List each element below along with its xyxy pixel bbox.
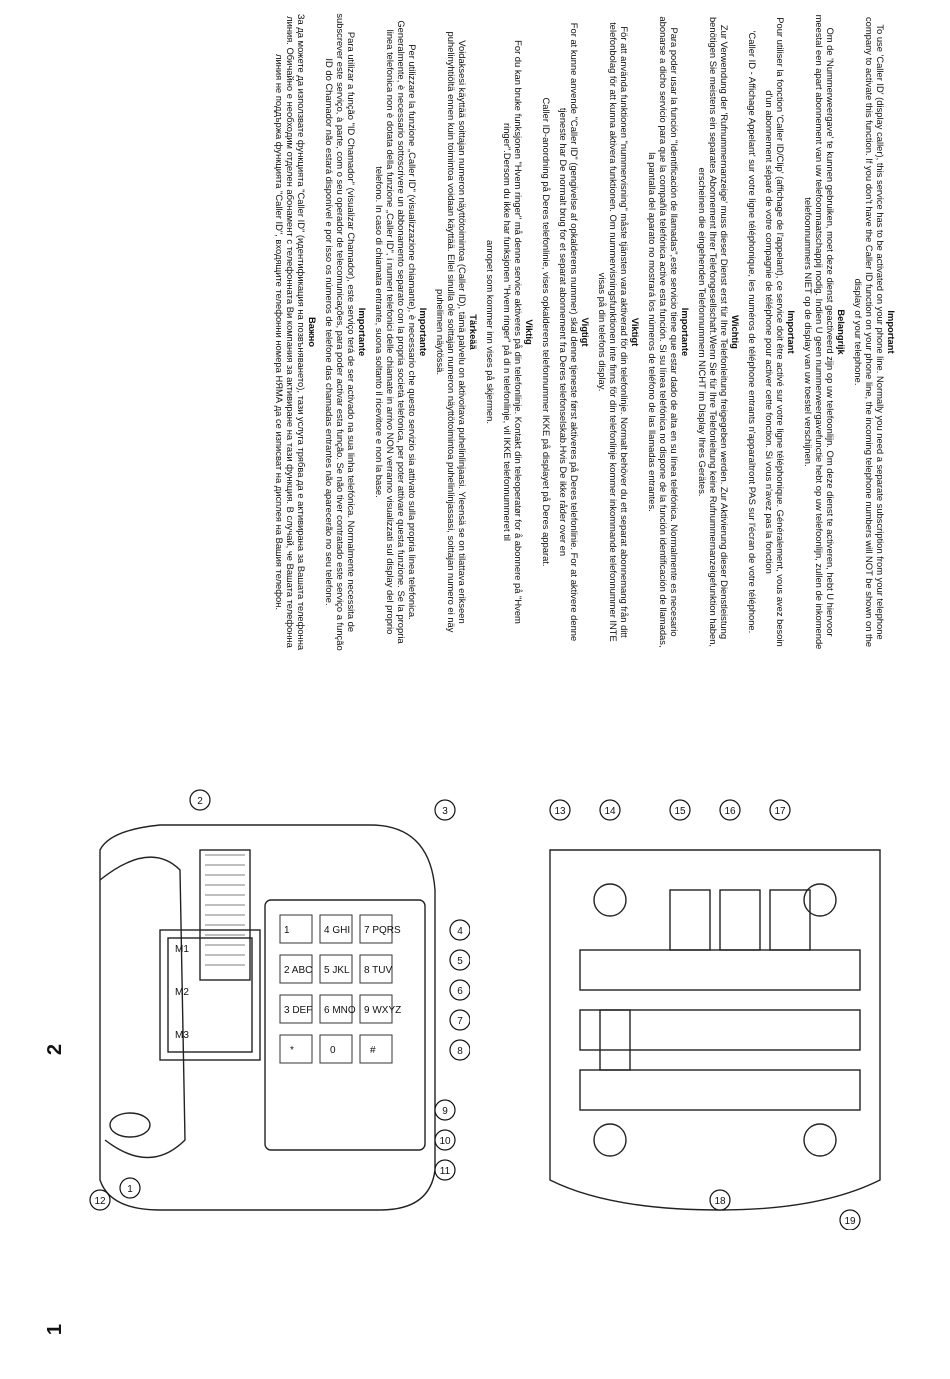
heading-nl: Belangrijk — [836, 309, 847, 355]
heading-sv: Viktigt — [630, 317, 641, 347]
heading-bg: Важно — [307, 316, 318, 348]
heading-de: Wichtig — [730, 315, 741, 349]
key-star: * — [290, 1045, 294, 1056]
callout-10: 10 — [439, 1136, 451, 1147]
callout-9: 9 — [442, 1106, 448, 1117]
callout-4: 4 — [457, 926, 463, 937]
text-no-2: anropet som kommer inn vises på skjermen. — [485, 240, 496, 424]
key-hash: # — [370, 1045, 376, 1056]
heading-pt: Importante — [357, 307, 368, 357]
caller-id-notice — [57, 12, 897, 652]
key-4: 4 GHI — [324, 925, 351, 936]
key-8: 8 TUV — [364, 965, 393, 976]
callout-8: 8 — [457, 1046, 463, 1057]
key-0: 0 — [330, 1045, 336, 1056]
callout-3: 3 — [442, 806, 448, 817]
text-da-2: Caller ID-anordning på Deres telefonlinie, vises opkalderens telefonnummer IKKE på displayet på Deres apparat. — [541, 97, 552, 567]
figure-number-1: 1 — [44, 1323, 67, 1336]
callout-6: 6 — [457, 986, 463, 997]
keypad-keys — [280, 915, 392, 1063]
text-fi: Voidaksesi käyttää soittajan numeron näyttötoimintoa (Caller ID), tämä palvelu on aktivoitava puhelinlinjaasi. Yleensä se on tilattava erikseen puhelinyhtiöltä ennen kuin toimintoa voidaan käyttää. Ellei sinulla ole soittajan numeron näyttötoimintoa puhelinlinjassasi, soittajan numero ei näy puhelimen näytössä. — [435, 31, 468, 633]
callout-15: 15 — [674, 806, 686, 817]
callout-19: 19 — [844, 1216, 856, 1227]
callout-1: 1 — [127, 1184, 133, 1195]
heading-fr: Important — [786, 310, 797, 354]
text-bg: За да можете да използвате функцията "Caller ID" (идентификация на позвъняването), тази услуга трябва да е активирана за Вашата телефонна линия. Обичайно е необходим отделен абонамент с телефонната Ви компания за активиране на тази функция. В случай, че Вашата телефонна линия не поддържа функцията "Caller ID", входящите телефонни номера НЯМА да се изписват на дисплея на Вашия телефон. — [274, 13, 307, 651]
text-es: Para poder usar la función "Identificación de llamadas",este servicio tiene que estar dado de alta en su línea telefónica. Normalmente es necesario abonarse a dicho servicio para que la compañía telefónica active esta función. Si su línea telefónica no dispone de la función identificación de llamadas, la pantalla del aparato no mostrará los números de teléfono de las llamadas entrantes. — [647, 16, 680, 648]
figure-number-2: 2 — [44, 1043, 67, 1056]
callout-2: 2 — [197, 796, 203, 807]
callout-5: 5 — [457, 956, 463, 967]
callout-18: 18 — [714, 1196, 726, 1207]
callout-11: 11 — [439, 1166, 451, 1177]
memory-m2: M2 — [175, 987, 189, 998]
text-fr-1: Pour utiliser la fonction 'Caller ID/Clip' (affichage de l'appelant), ce service doit être activé sur votre ligne téléphonique. Généralement, vous avez besoin d'un abonnement séparé de votre compagnie de téléphone pour activer cette fonction. Si vous n'avez pas la fonction — [764, 17, 786, 647]
heading-en: Important — [886, 310, 897, 354]
key-5: 5 JKL — [324, 965, 350, 976]
phone-bottom-view-diagram — [520, 780, 910, 1230]
callout-14: 14 — [604, 806, 616, 817]
callout-12: 12 — [94, 1196, 106, 1207]
callout-7: 7 — [457, 1016, 463, 1027]
text-pt: Para utilizar a função "ID Chamador" (visualizar Chamador), este serviço terá de ser activado na sua linha telefónica. Normalmente necessita de subscrever este serviço, à parte, com o seu operador de telecomunicações, para poder activar esta função. Se não tiver contratado este serviço a função ID do Chamador não estará disponível e por isso os números de telefone das chamadas entrantes não aparecerão no seu telefone. — [324, 13, 357, 651]
text-en: To use 'Caller ID' (display caller), this service has to be activated on your phone line. Normally you need a separate subscription from your telephone company to activate this function. If you don't have the Caller ID function on your phone line, the incoming telephone numbers will NOT be shown on the display of your telephone. — [853, 16, 886, 648]
heading-it: Importante — [418, 307, 429, 357]
text-de: Zur Verwendung der 'Rufnummernanzeige' muss dieser Dienst erst für Ihre Telefonleitung freigegeben werden. Zur Aktivierung dieser Dienstleistung benötigen Sie meistens ein separates Abonnement Ihrer Telefongesellschaft.Wenn Sie für Ihre Telefonleitung keine Rufnummernanzeigefunktion haben, erscheinen die eingehenden Telefonnummern NICHT im Display Ihres Gerätes. — [697, 16, 730, 648]
callout-13: 13 — [554, 806, 566, 817]
heading-no: Viktig — [524, 319, 535, 345]
text-no-1: For du kan bruke funksjonen "Hvem ringer" må denne service aktiveres på din telefonlinje. Kontakt din teleoperatør for å abonnere på "Hvem ringer".Dersom du ikke har funksjonen "Hvem ringer" på di n telefonlinje, vil IKKE telefonnummeret til — [502, 40, 524, 624]
text-da-1: For at kunne anvende "Caller ID" (gengivelse af opkalderens nummer) skal denne tjeneste først aktiveres på Deres telefonlinie. For at aktivere denne tjeneste har De normalt brug for et separat abonnement fra Deres telefonselskab.Hvis De ikke råder over en — [558, 22, 580, 642]
key-7: 7 PQRS — [364, 925, 401, 936]
key-3: 3 DEF — [284, 1005, 313, 1016]
text-it: Per utilizzare la funzione „Caller ID" (visualizzazione chiamante), è necessario che questo servizio sia attivato sulla propria linea telefonica. Generalmente, è necessario sottoscrivere un abbonamento separato con la propria società telefonica, per poter attivare questa funzione. Se la propria linea telefonica non è dotata della funzione „Caller ID", i numeri telefonici delle chiamate in arrivo NON verranno visualizzati sul display del proprio telefono. In caso di chiamata entrante, suona soltanto il ricevitore e non la base. — [374, 20, 418, 644]
heading-fi: Tärkeää — [468, 314, 479, 350]
key-1: 1 — [284, 925, 290, 936]
phone-top-view-diagram — [40, 780, 470, 1230]
key-2: 2 ABC — [284, 965, 313, 976]
memory-m1: M1 — [175, 944, 189, 955]
heading-es: Importante — [680, 307, 691, 357]
memory-m3: M3 — [175, 1030, 189, 1041]
key-6: 6 MNO — [324, 1005, 356, 1016]
callout-17: 17 — [774, 806, 786, 817]
heading-da: Vigtigt — [580, 317, 591, 347]
text-fr-2: 'Caller ID - Affichage Appelant' sur votre ligne téléphonique, les numéros de téléphone entrants n'apparaîtront PAS sur l'écran de votre téléphone. — [747, 30, 758, 634]
text-sv: För att använda funktionen "nummervisning" måste tjänsten vara aktiverad för din telefonlinje. Normalt behöver du ett separat abonnemang från ditt telefonbolag för att kunna aktivera funktionen. Om nummervisningsfunktionen inte finns för din telefonlinje kommer inkommande telefonnummer INTE visas på din telefons display. — [597, 22, 630, 642]
text-nl: Om de 'Nummerweergave' te kunnen gebruiken, moet deze dienst geactiveerd zijn op uw telefoonlijn. Om deze dienst te activeren, hebt U hiervoor meestal een apart abonnement van uw telefoonmaatschappij nodig. Indien U geen nummerweergavefunctie hebt op uw telefoonlijn, zullen de inkomende telefoonnummers NIET op de display van uw toestel verschijnen. — [803, 14, 836, 650]
callout-16: 16 — [724, 806, 736, 817]
key-9: 9 WXYZ — [364, 1005, 402, 1016]
